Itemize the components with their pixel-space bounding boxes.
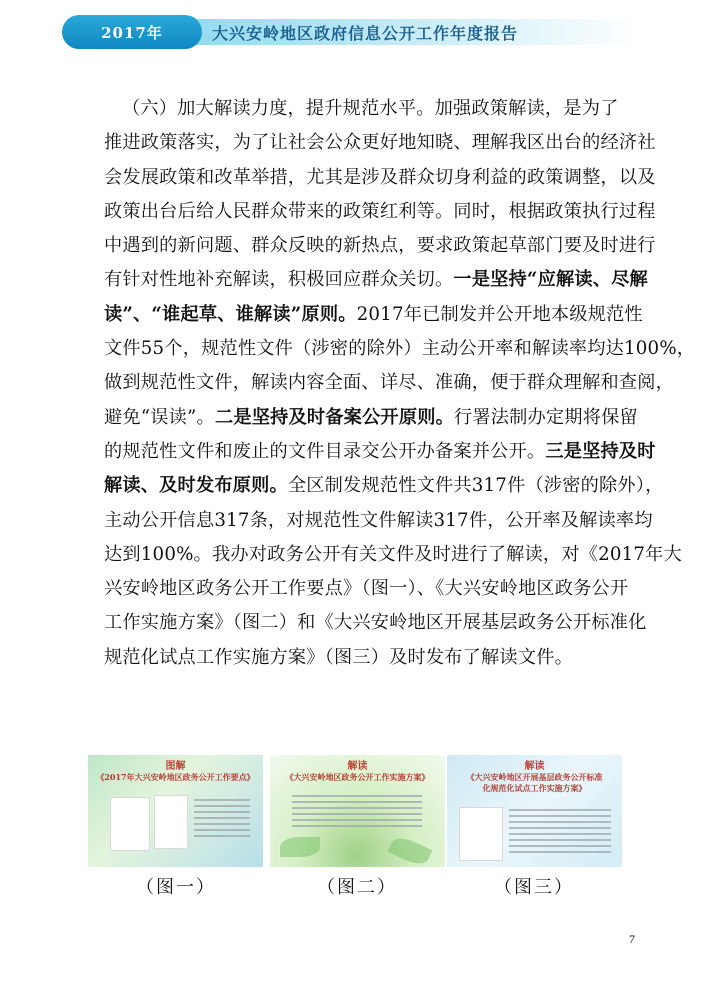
header-title: 大兴安岭地区政府信息公开工作年度报告 bbox=[212, 24, 519, 43]
text-run: 行署法制办定期将保留 bbox=[453, 406, 638, 428]
figure-1-title: 图解 《2017年大兴安岭地区政务公开工作要点》 bbox=[96, 761, 255, 782]
text-run: 中遇到的新问题、群众反映的新热点，要求政策起草部门要及时进行 bbox=[104, 235, 656, 257]
figure-2-image bbox=[270, 755, 445, 867]
bold-text-run: 一是坚持“应解读、尽解 bbox=[453, 269, 648, 291]
body-text bbox=[104, 92, 696, 675]
figure-3-text-lines bbox=[509, 809, 611, 857]
bold-text-run: 三是坚持及时 bbox=[545, 440, 656, 462]
bold-text-run: 解读、及时发布原则。 bbox=[104, 475, 288, 497]
text-run: 避免“误读”。 bbox=[104, 406, 215, 428]
text-run: 政策出台后给人民群众带来的政策红利等。同时，根据政策执行过程 bbox=[104, 200, 656, 222]
bold-text-run: 二是坚持及时备案公开原则。 bbox=[214, 406, 454, 428]
text-run: 有针对性地补充解读，积极回应群众关切。 bbox=[104, 269, 454, 291]
text-run: 推进政策落实，为了让社会公众更好地知晓、理解我区出台的经济社 bbox=[104, 132, 656, 154]
body-line bbox=[104, 195, 656, 229]
header-year: 2017年 bbox=[101, 23, 163, 42]
figure-1-document-thumbnail bbox=[154, 795, 188, 849]
body-line bbox=[104, 229, 656, 263]
body-line bbox=[104, 332, 696, 366]
figure-1-caption: （图一） bbox=[136, 877, 216, 898]
body-line bbox=[104, 263, 648, 297]
body-line bbox=[104, 366, 675, 400]
body-line bbox=[104, 92, 624, 126]
leaf-decoration bbox=[280, 837, 320, 857]
text-run: 主动公开信息317条，对规范性文件解读317件，公开率及解读率均 bbox=[104, 509, 653, 531]
text-run: 兴安岭地区政务公开工作要点》（图一）、《大兴安岭地区政务公开 bbox=[104, 578, 629, 600]
figure-3-document-thumbnail bbox=[459, 807, 503, 861]
report-header bbox=[62, 15, 642, 49]
text-run: 工作实施方案》（图二）和《大兴安岭地区开展基层政务公开标准化 bbox=[104, 612, 647, 634]
body-line bbox=[104, 435, 656, 469]
body-line bbox=[104, 401, 638, 435]
body-line bbox=[104, 161, 656, 195]
figure-3-image bbox=[447, 755, 622, 867]
figure-3-caption: （图三） bbox=[494, 877, 574, 898]
text-run: 规范化试点工作实施方案》（图三）及时发布了解读文件。 bbox=[104, 646, 573, 668]
leaf-decoration bbox=[388, 833, 433, 867]
text-run: （六）加大解读力度，提升规范水平。加强政策解读，是为了 bbox=[122, 98, 619, 119]
text-run: 会发展政策和改革举措，尤其是涉及群众切身利益的政策调整，以及 bbox=[104, 166, 656, 188]
text-run: 全区制发规范性文件共317件（涉密的除外）， bbox=[287, 475, 664, 497]
figure-1-text-lines bbox=[194, 799, 250, 841]
body-line bbox=[104, 469, 664, 503]
figure-2-title: 解读 《大兴安岭地区政务公开工作实施方案》 bbox=[285, 761, 430, 782]
text-run: 文件55个，规范性文件（涉密的除外）主动公开率和解读率均达100%， bbox=[104, 338, 696, 360]
body-line bbox=[104, 504, 653, 538]
text-run: 2017年已制发并公开地本级规范性 bbox=[356, 303, 643, 325]
body-line bbox=[104, 606, 647, 640]
page-number: 7 bbox=[629, 932, 635, 946]
body-line bbox=[104, 126, 656, 160]
body-line bbox=[104, 572, 629, 606]
bold-text-run: 读”、“谁起草、谁解读”原则。 bbox=[104, 303, 357, 325]
body-line bbox=[104, 641, 624, 675]
figure-2-caption: （图二） bbox=[317, 877, 397, 898]
header-year-badge bbox=[62, 15, 202, 49]
figure-3-title: 解读 《大兴安岭地区开展基层政务公开标准化规范化试点工作实施方案》 bbox=[466, 761, 603, 793]
body-line bbox=[104, 298, 643, 332]
figure-1-image bbox=[88, 755, 263, 867]
body-paragraph bbox=[104, 92, 696, 675]
figure-2-text-lines bbox=[292, 795, 422, 831]
text-run: 达到100%。我办对政务公开有关文件及时进行了解读，对《2017年大 bbox=[104, 543, 682, 565]
text-run: 做到规范性文件，解读内容全面、详尽、准确，便于群众理解和查阅， bbox=[104, 372, 675, 394]
text-run: 的规范性文件和废止的文件目录交公开办备案并公开。 bbox=[104, 440, 546, 462]
body-line bbox=[104, 538, 682, 572]
figure-1-document-thumbnail bbox=[110, 797, 150, 851]
